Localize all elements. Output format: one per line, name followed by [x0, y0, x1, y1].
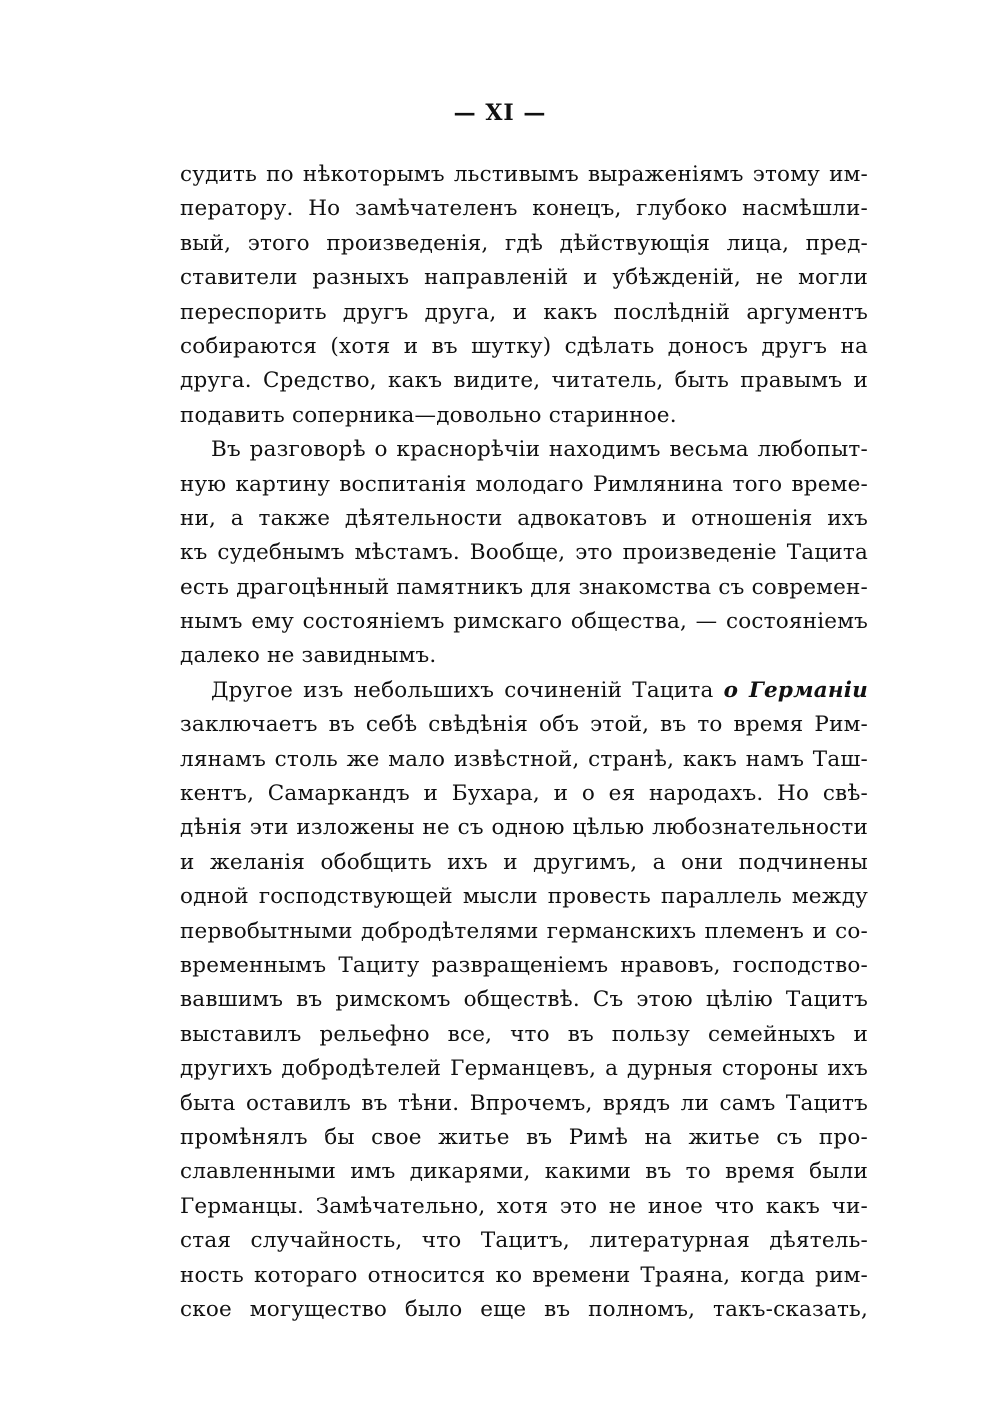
text-line: другихъ добродѣтелей Германцевъ, а дурныя стороны ихъ [180, 1056, 868, 1082]
text-line: вавшимъ въ римскомъ обществѣ. Съ этою цѣлію Тацитъ [180, 987, 868, 1013]
text-line: вый, этого произведенія, гдѣ дѣйствующія лица, пред- [180, 230, 868, 256]
text-line: дѣнія эти изложены не съ одною цѣлью любознательности [180, 815, 868, 841]
text-line: лянамъ столь же мало извѣстной, странѣ, какъ намъ Таш- [180, 746, 868, 772]
text-line: собираются (хотя и въ шутку) сдѣлать доносъ другъ на [180, 333, 868, 359]
text-line: Германцы. Замѣчательно, хотя это не иное что какъ чи- [180, 1193, 868, 1219]
text-line: есть драгоцѣнный памятникъ для знакомства съ современ- [180, 574, 868, 600]
text-line: быта оставилъ въ тѣни. Впрочемъ, врядъ ли самъ Тацитъ [180, 1090, 868, 1116]
body-text [180, 158, 868, 1327]
italic-title: о Германіи [723, 677, 868, 703]
page-number-header: — XI — [453, 100, 547, 126]
text-line: выставилъ рельефно все, что въ пользу семейныхъ и [180, 1021, 868, 1047]
text-line: стая случайность, что Тацитъ, литературная дѣятель- [180, 1228, 868, 1254]
text-segment: Другое изъ небольшихъ сочиненій Тацита [211, 677, 724, 703]
text-line: Въ разговорѣ о краснорѣчіи находимъ весьма любопыт- [211, 437, 868, 463]
text-line [180, 674, 868, 708]
text-line: заключаетъ въ себѣ свѣдѣнія объ этой, въ то время Рим- [180, 712, 868, 738]
text-line: далеко не завиднымъ. [180, 643, 437, 669]
text-line: временнымъ Тациту развращеніемъ нравовъ, господство- [180, 952, 868, 978]
text-line: ское могущество было еще въ полномъ, такъ-сказать, [180, 1296, 868, 1322]
text-line: ность котораго относится ко времени Траяна, когда рим- [180, 1262, 868, 1288]
text-line: ператору. Но замѣчателенъ конецъ, глубоко насмѣшли- [180, 196, 868, 222]
text-line: одной господствующей мысли провесть параллель между [180, 884, 868, 910]
text-line: нымъ ему состояніемъ римскаго общества, — состояніемъ [180, 609, 868, 635]
text-line: друга. Средство, какъ видите, читатель, быть правымъ и [180, 368, 868, 394]
text-line: ни, а также дѣятельности адвокатовъ и отношенія ихъ [180, 505, 868, 531]
text-line: и желанія обобщить ихъ и другимъ, а они подчинены [180, 849, 868, 875]
text-line: славленными имъ дикарями, какими въ то время были [180, 1159, 868, 1185]
text-line: промѣнялъ бы свое житье въ Римѣ на житье съ про- [180, 1124, 868, 1150]
text-line: судить по нѣкоторымъ льстивымъ выраженіямъ этому им- [180, 162, 868, 187]
text-line: переспорить другъ друга, и какъ послѣдній аргументъ [180, 299, 868, 325]
text-line: первобытными добродѣтелями германскихъ племенъ и со- [180, 918, 868, 944]
text-line: кентъ, Самаркандъ и Бухара, и о ея народахъ. Но свѣ- [180, 781, 868, 807]
text-line: ставители разныхъ направленій и убѣжденій, не могли [180, 265, 868, 291]
text-line: къ судебнымъ мѣстамъ. Вообще, это произведеніе Тацита [180, 540, 868, 566]
text-line: ную картину воспитанія молодаго Римлянина того време- [180, 471, 868, 497]
text-line: подавить соперника—довольно старинное. [180, 402, 677, 428]
